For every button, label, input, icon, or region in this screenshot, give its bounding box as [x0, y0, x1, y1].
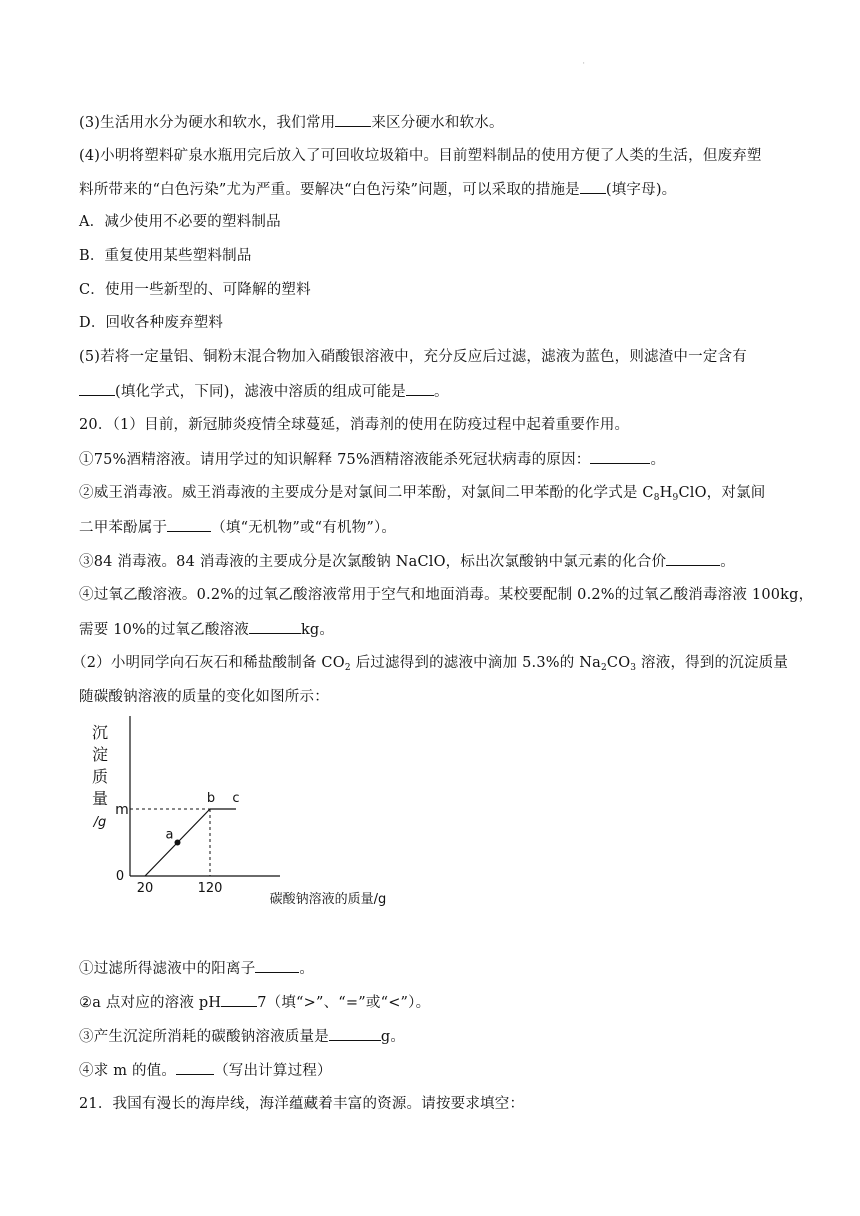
q19-part4-line1: (4)小明将塑料矿泉水瓶用完后放入了可回收垃圾箱中。目前塑料制品的使用方便了人类的生活，但废弃塑 — [79, 148, 762, 164]
y-axis-label-char: 沉 — [91, 723, 109, 742]
answer-blank[interactable] — [329, 1026, 381, 1041]
q20-intro: 20．（1）目前，新冠肺炎疫情全球蔓延，消毒剂的使用在防疫过程中起着重要作用。 — [79, 417, 630, 433]
y-axis-label-char: 质 — [91, 767, 109, 786]
y-axis-label-char: 淀 — [91, 745, 109, 764]
q20-item2-line2: 二甲苯酚属于 （填“无机物”或“有机物”）。 — [79, 517, 396, 538]
answer-blank[interactable] — [79, 381, 115, 396]
answer-blank[interactable] — [335, 112, 371, 127]
answer-blank[interactable] — [666, 551, 720, 566]
precipitate-mass-chart — [80, 716, 400, 916]
y-tick-label: m — [115, 802, 129, 818]
q19-part4-line2: 料所带来的“白色污染”尤为严重。要解决“白色污染”问题，可以采取的措施是 (填字母)。 — [79, 179, 676, 200]
q20-question1: ①过滤所得滤液中的阳离子 。 — [79, 958, 314, 979]
q20-part2-line1: （2）小明同学向石灰石和稀盐酸制备 $CO_2$ 后过滤得到的滤液中滴加 5.3%的 $Na_2CO_3$ 溶液，得到的沉淀质量 — [72, 655, 789, 673]
x-axis-label: 碳酸钠溶液的质量/g — [269, 892, 387, 907]
q21-intro: 21．我国有漫长的海岸线，海洋蕴藏着丰富的资源。请按要求填空： — [79, 1096, 525, 1112]
answer-blank[interactable] — [580, 179, 606, 194]
q20-item3: ③84 消毒液。84 消毒液的主要成分是次氯酸钠 NaClO，标出次氯酸钠中氯元素的化合价 。 — [79, 551, 735, 572]
q20-question2: ②a 点对应的溶液 pH 7（填“>”、“=”或“<”）。 — [79, 992, 430, 1013]
option-a: A．减少使用不必要的塑料制品 — [79, 214, 281, 230]
q19-part3: (3)生活用水分为硬水和软水，我们常用 来区分硬水和软水。 — [79, 112, 504, 133]
data-point-a — [175, 840, 181, 846]
option-b: B．重复使用某些塑料制品 — [79, 248, 252, 264]
q20-question3: ③产生沉淀所消耗的碳酸钠溶液质量是 g。 — [79, 1026, 405, 1047]
answer-blank[interactable] — [167, 517, 211, 532]
q19-part5-line2: (填化学式，下同)，滤液中溶质的组成可能是 。 — [79, 381, 449, 402]
q20-question4: ④求 m 的值。 （写出计算过程） — [79, 1060, 332, 1081]
answer-blank[interactable] — [176, 1060, 214, 1075]
x-tick-label: 20 — [136, 881, 154, 896]
y-axis-label-char: 量 — [91, 789, 109, 808]
answer-blank[interactable] — [406, 381, 434, 396]
page-mark: ' — [583, 62, 585, 69]
y-axis-label-char: /g — [93, 815, 107, 830]
option-d: D．回收各种废弃塑料 — [79, 315, 224, 331]
q20-part2-line2: 随碳酸钠溶液的质量的变化如图所示： — [79, 689, 329, 705]
option-c: C．使用一些新型的、可降解的塑料 — [79, 282, 311, 298]
answer-blank[interactable] — [590, 449, 650, 464]
q20-item4-line2: 需要 10%的过氧乙酸溶液 kg。 — [79, 619, 334, 640]
q20-item2-line1: ②威王消毒液。威王消毒液的主要成分是对氯间二甲苯酚，对氯间二甲苯酚的化学式是 $C_8H_9ClO$，对氯间 — [79, 485, 766, 503]
q20-item1: ①75%酒精溶液。请用学过的知识解释 75%酒精溶液能杀死冠状病毒的原因： 。 — [79, 449, 665, 470]
q20-item4-line1: ④过氧乙酸溶液。0.2%的过氧乙酸溶液常用于空气和地面消毒。某校要配制 0.2%的过氧乙酸消毒溶液 100kg， — [79, 587, 814, 603]
x-tick-label: 120 — [197, 881, 223, 896]
point-label-a: a — [165, 827, 174, 843]
point-label-c: c — [232, 791, 240, 806]
answer-blank[interactable] — [249, 619, 301, 634]
origin-label: 0 — [115, 869, 125, 884]
point-label-b: b — [206, 791, 216, 806]
q19-part5-line1: (5)若将一定量铝、铜粉末混合物加入硝酸银溶液中，充分反应后过滤，滤液为蓝色，则滤渣中一定含有 — [79, 349, 747, 365]
answer-blank[interactable] — [221, 992, 257, 1007]
answer-blank[interactable] — [255, 958, 299, 973]
